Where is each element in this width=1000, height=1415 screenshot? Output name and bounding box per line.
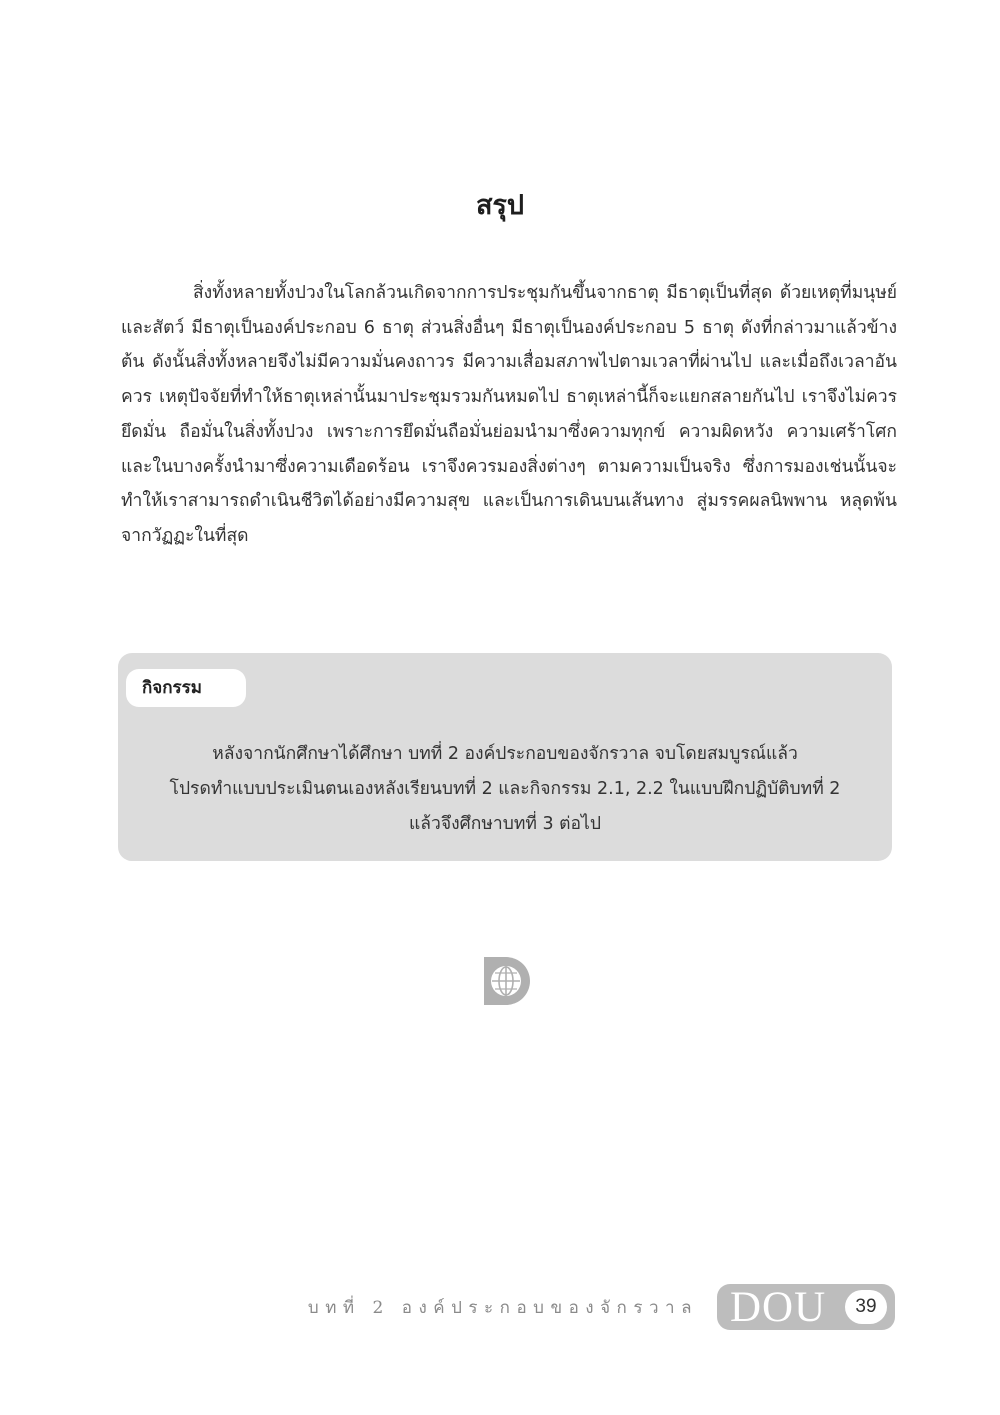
activity-line: แล้วจึงศึกษาบทที่ 3 ต่อไป (409, 814, 601, 834)
dou-globe-logo-icon (484, 957, 534, 1005)
activity-box (118, 653, 892, 861)
footer-brand: DOU (730, 1284, 827, 1331)
page-title: สรุป (475, 190, 525, 221)
activity-line: หลังจากนักศึกษาได้ศึกษา บทที่ 2 องค์ประกอบของจักรวาล จบโดยสมบูรณ์แล้ว (212, 744, 798, 764)
page-number: 39 (845, 1290, 887, 1324)
summary-paragraph: สิ่งทั้งหลายทั้งปวงในโลกล้วนเกิดจากการประชุมกันขึ้นจากธาตุ มีธาตุเป็นที่สุด ด้วยเหตุที่มนุษย์และสัตว์ มีธาตุเป็นองค์ประกอบ 6 ธาตุ ส่วนสิ่งอื่นๆ มีธาตุเป็นองค์ประกอบ 5 ธาตุ ดังที่กล่าวมาแล้วข้างต้น ดังนั้นสิ่งทั้งหลายจึงไม่มีความมั่นคงถาวร มีความเสื่อมสภาพไปตามเวลาที่ผ่านไป และเมื่อถึงเวลาอันควร เหตุปัจจัยที่ทำให้ธาตุเหล่านั้นมาประชุมรวมกันหมดไป ธาตุเหล่านี้ก็จะแยกสลายกันไป เราจึงไม่ควรยึดมั่น ถือมั่นในสิ่งทั้งปวง เพราะการยึดมั่นถือมั่นย่อมนำมาซึ่งความทุกข์ ความผิดหวัง ความเศร้าโศก และในบางครั้งนำมาซึ่งความเดือดร้อน เราจึงควรมองสิ่งต่างๆ ตามความเป็นจริง ซึ่งการมองเช่นนั้นจะทำให้เราสามารถดำเนินชีวิตได้อย่างมีความสุข และเป็นการเดินบนเส้นทาง สู่มรรคผลนิพพาน หลุดพ้นจากวัฏฏะในที่สุด (121, 283, 897, 546)
activity-line: โปรดทำแบบประเมินตนเองหลังเรียนบทที่ 2 และกิจกรรม 2.1, 2.2 ในแบบฝึกปฏิบัติบทที่ 2 (169, 779, 841, 799)
activity-instructions (118, 737, 892, 842)
activity-label: กิจกรรม (126, 669, 246, 707)
footer-chapter-title: บทที่ 2 องค์ประกอบของจักรวาล (307, 1298, 698, 1318)
footer-badge (717, 1284, 895, 1330)
